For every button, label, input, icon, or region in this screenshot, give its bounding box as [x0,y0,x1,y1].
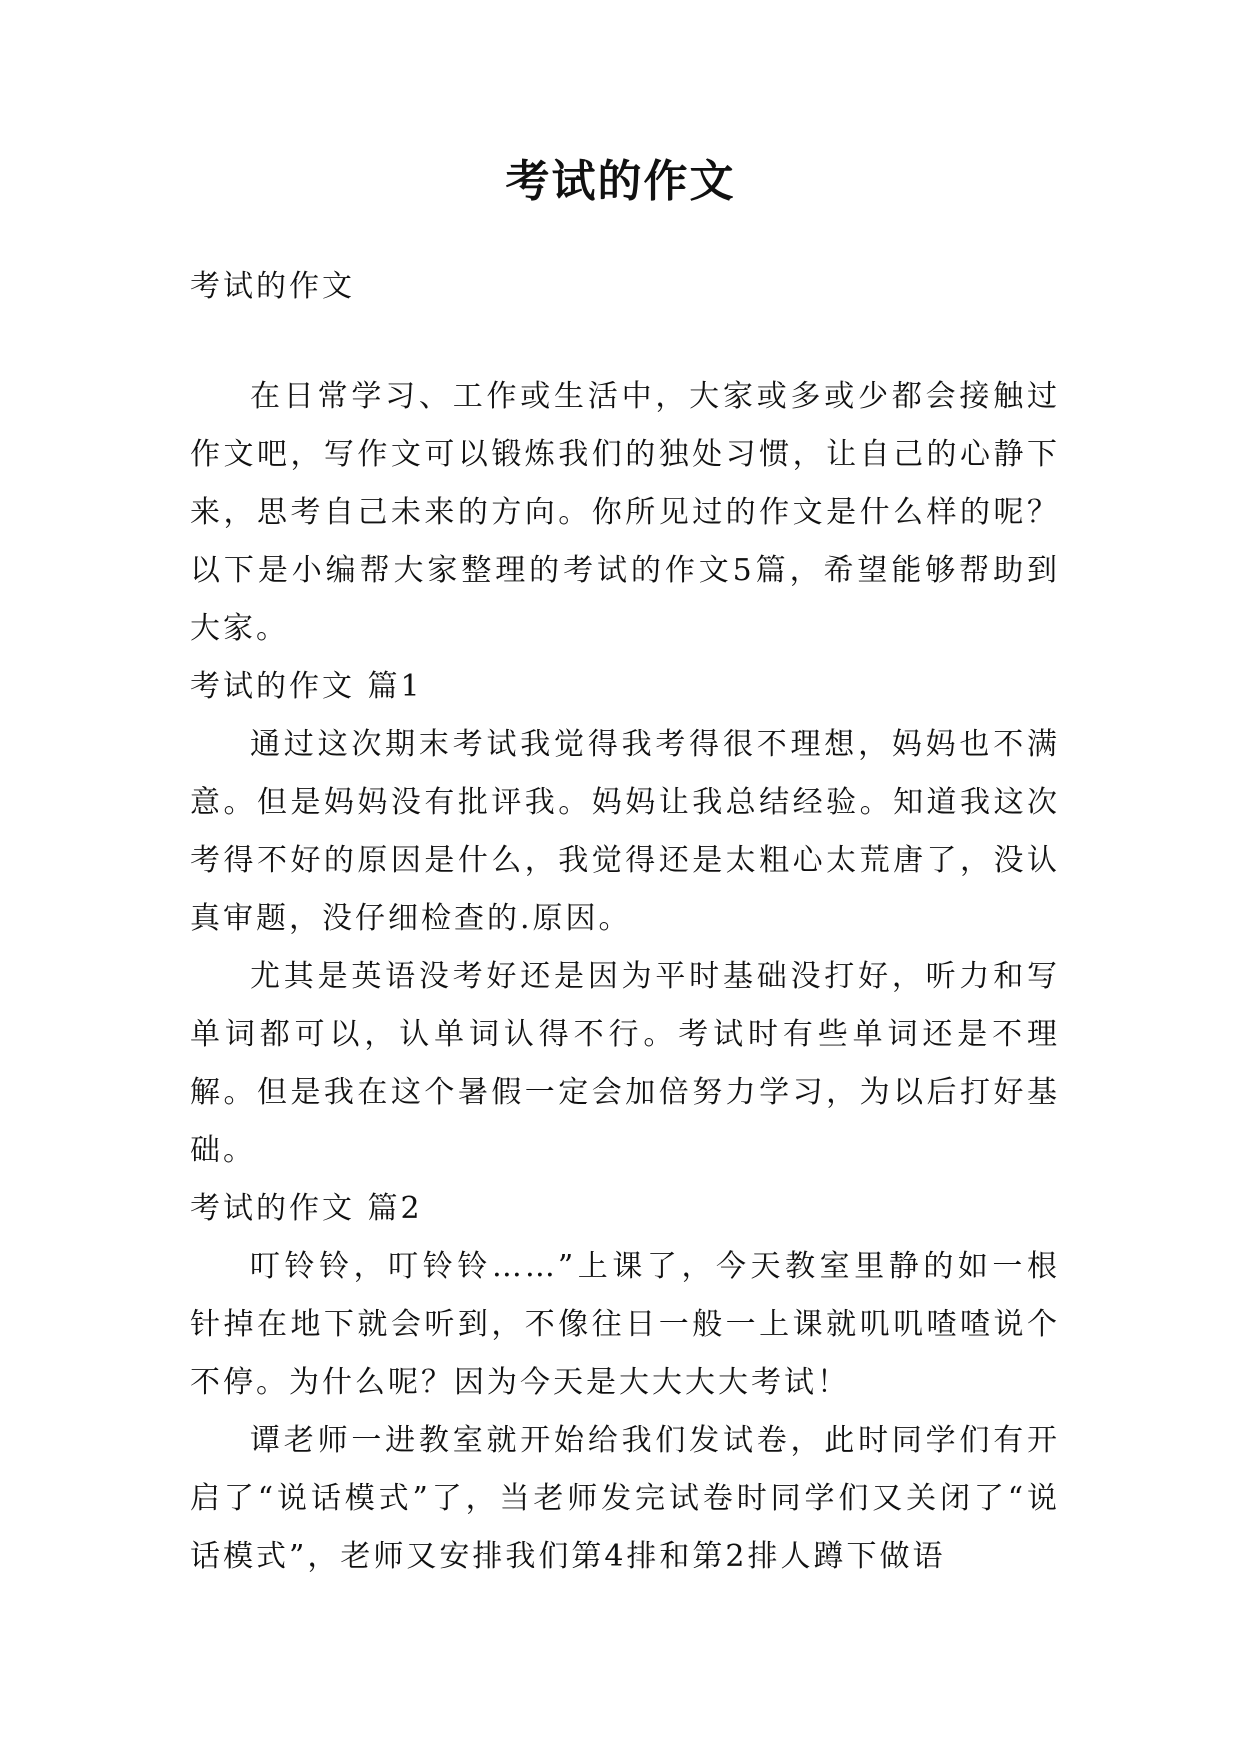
document-body [190,258,1060,1586]
paragraph: 尤其是英语没考好还是因为平时基础没打好，听力和写单词都可以，认单词认得不行。考试时有些单词还是不理解。但是我在这个暑假一定会加倍努力学习，为以后打好基础。 [190,959,1060,1168]
paragraph: 谭老师一进教室就开始给我们发试卷，此时同学们有开启了“说话模式”了，当老师发完试卷时同学们又关闭了“说话模式”，老师又安排我们第4排和第2排人蹲下做语 [190,1423,1060,1574]
section-heading-1: 考试的作文 篇1 [190,669,423,704]
document-title: 考试的作文 [505,156,736,207]
paragraph: 叮铃铃，叮铃铃……”上课了，今天教室里静的如一根针掉在地下就会听到，不像往日一般一上课就叽叽喳喳说个不停。为什么呢？因为今天是大大大大考试！ [190,1249,1060,1400]
section-heading-2: 考试的作文 篇2 [190,1191,423,1226]
document-subtitle: 考试的作文 [190,269,355,304]
paragraph: 通过这次期末考试我觉得我考得很不理想，妈妈也不满意。但是妈妈没有批评我。妈妈让我总结经验。知道我这次考得不好的原因是什么，我觉得还是太粗心太荒唐了，没认真审题，没仔细检查的.原因。 [190,727,1060,936]
intro-paragraph: 在日常学习、工作或生活中，大家或多或少都会接触过作文吧，写作文可以锻炼我们的独处习惯，让自己的心静下来，思考自己未来的方向。你所见过的作文是什么样的呢？以下是小编帮大家整理的考试的作文5篇，希望能够帮助到大家。 [190,379,1060,646]
